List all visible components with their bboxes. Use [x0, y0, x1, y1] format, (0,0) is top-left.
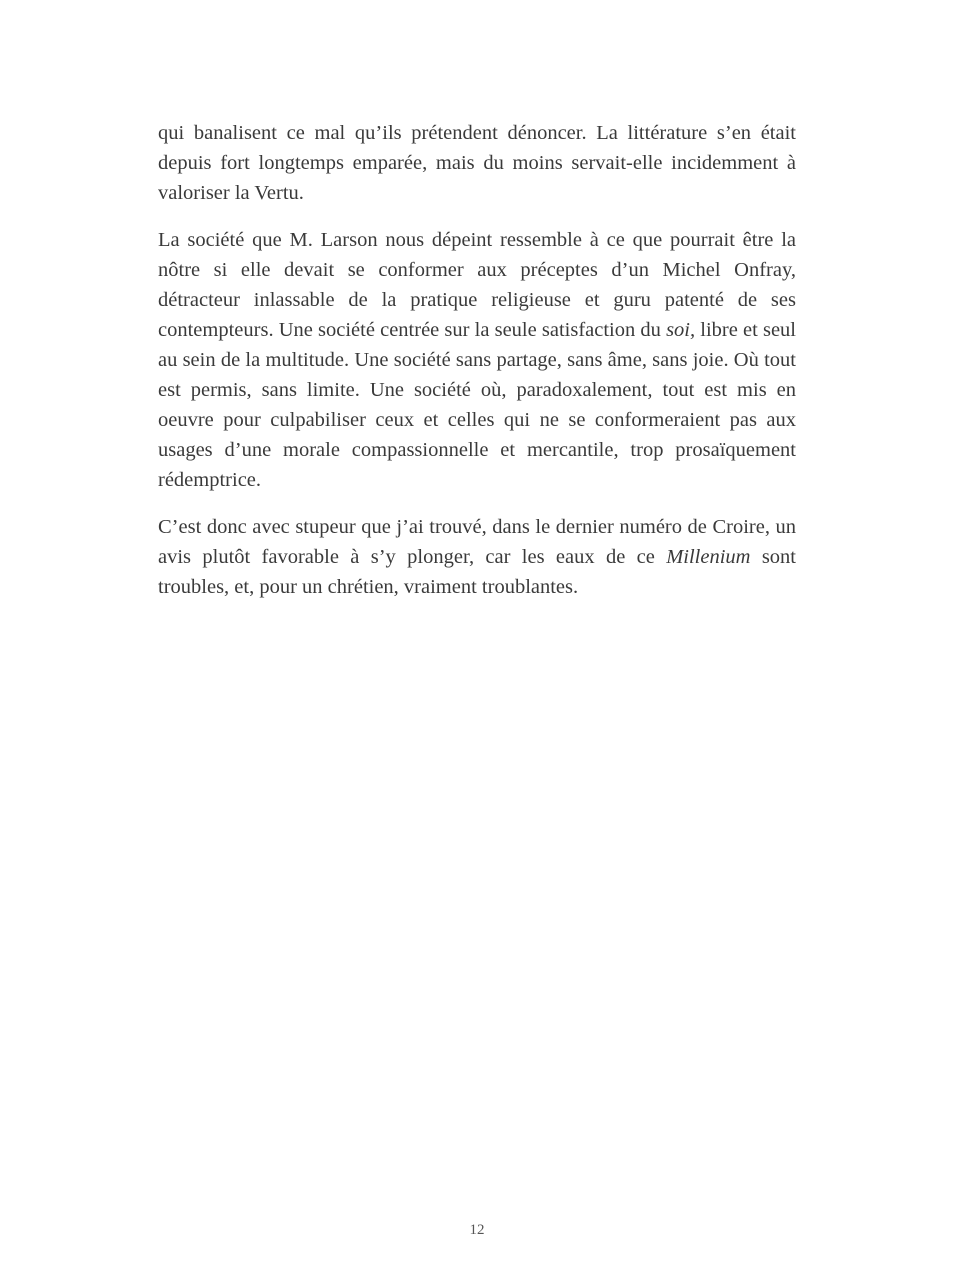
- paragraph-3-text-part-1: C’est donc avec stupeur que j’ai trouvé, dans le dernier numéro de Croire, un avis plutôt favorable à s’y plonger, car les eaux de ce: [158, 516, 796, 568]
- paragraph-2-text-part-1: La société que M. Larson nous dépeint ressemble à ce que pourrait être la nôtre si elle devait se conformer aux préceptes d’un Michel Onfray, détracteur inlassable de la pratique religieuse et guru patenté de ses contempteurs. Une société centrée sur la seule satisfaction du: [158, 229, 796, 341]
- page-number: 12: [469, 1222, 485, 1238]
- paragraph-2-text-part-2: libre et seul au sein de la multitude. Une société sans partage, sans âme, sans joie. Où tout est permis, sans limite. Une société où, paradoxalement, tout est mis en oeuvre pour culpabiliser ceux et celles qui ne se conformeraient pas aux usages d’une morale compassionnelle et mercantile, trop prosaïquement rédemptrice.: [158, 319, 796, 491]
- paragraph-3-text-part-2: sont troubles, et, pour un chrétien, vraiment troublantes.: [158, 546, 796, 598]
- paragraph-3-italic-millenium: Millenium: [666, 546, 751, 568]
- paragraph-3: [158, 512, 796, 602]
- paragraph-2: [158, 225, 796, 495]
- paragraph-2-italic-soi: soi,: [666, 319, 696, 341]
- body-text: [158, 118, 796, 619]
- paragraph-1-text: qui banalisent ce mal qu’ils prétendent dénoncer. La littérature s’en était depuis fort longtemps emparée, mais du moins servait-elle incidemment à valoriser la Vertu.: [158, 122, 796, 204]
- paragraph-1: [158, 118, 796, 208]
